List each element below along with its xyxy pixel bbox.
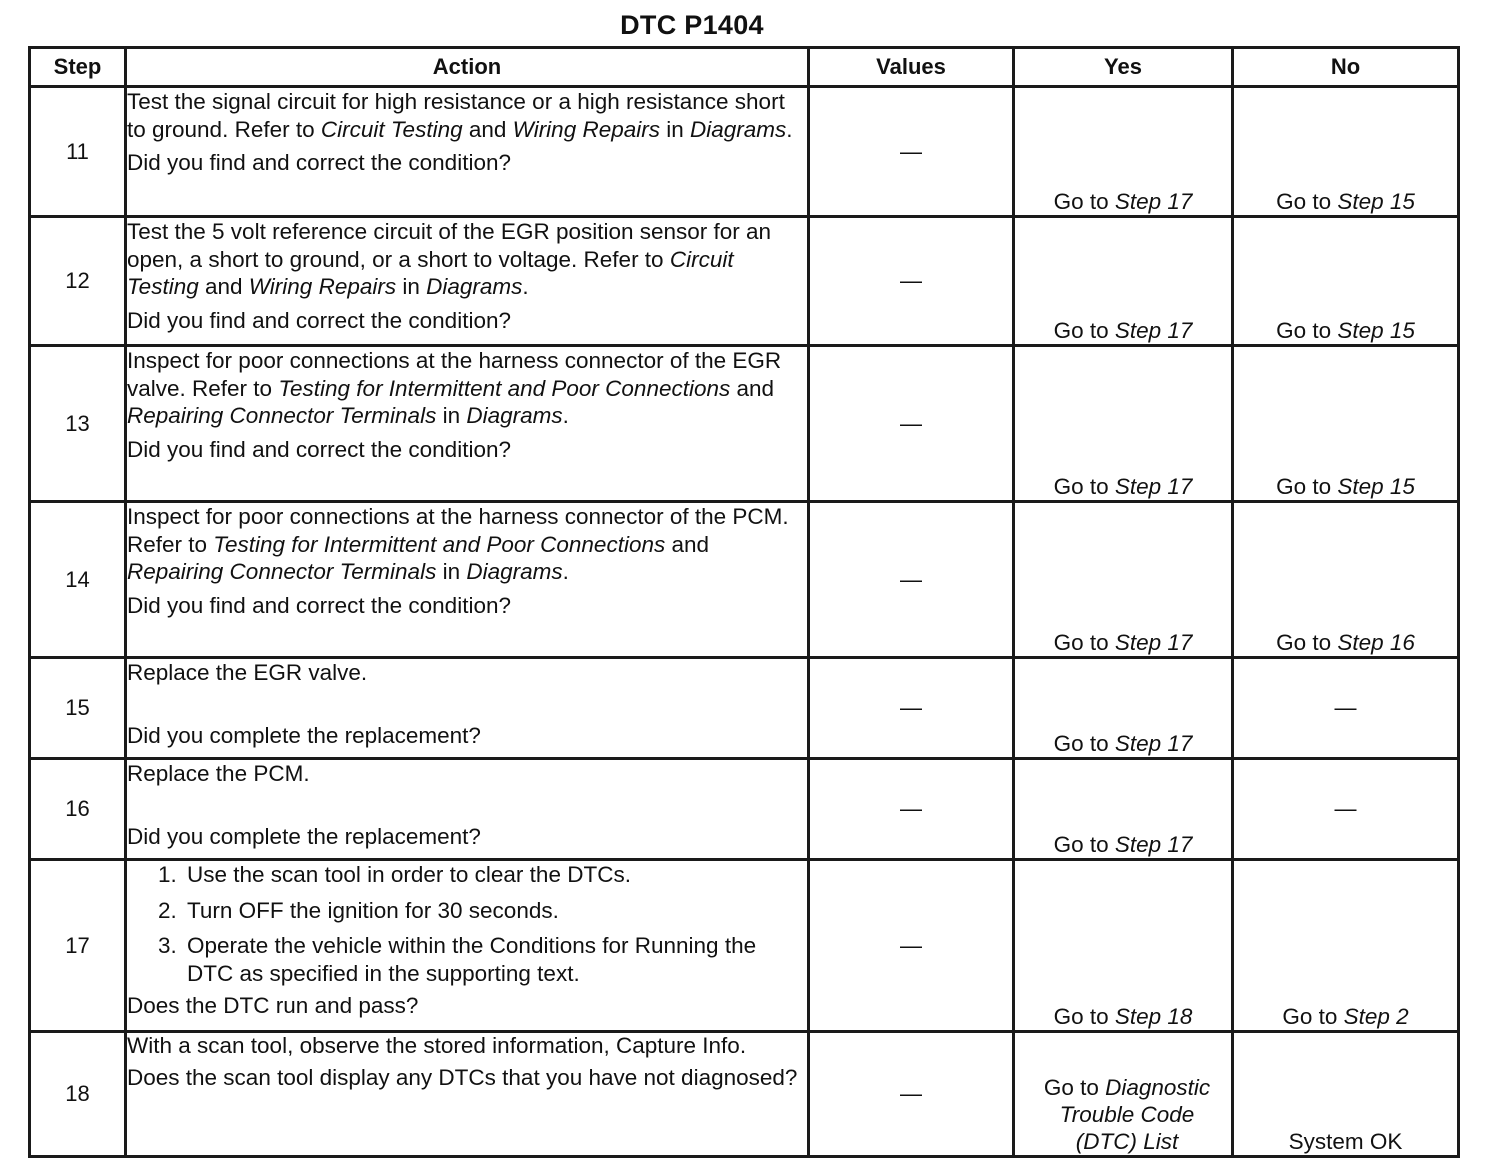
reference-text: Circuit Testing xyxy=(320,116,463,142)
text-run: Inspect for poor connections at the harness connector of the PCM. Refer to xyxy=(127,504,789,557)
yes-cell xyxy=(1014,217,1233,346)
list-item: 2. Turn OFF the ignition for 30 seconds. xyxy=(183,897,807,925)
header-no: No xyxy=(1233,48,1459,87)
reference-text: Diagnostic Trouble Code (DTC) List xyxy=(1059,1075,1211,1154)
text-run: Go to xyxy=(1053,630,1115,655)
reference-text: Testing for Intermittent and Poor Connections xyxy=(213,531,666,557)
text-run: Test the signal circuit for high resistance or a high resistance short to ground. Refer to xyxy=(127,89,785,142)
reference-text: Repairing Connector Terminals xyxy=(127,559,437,584)
reference-text: Step 15 xyxy=(1337,474,1415,499)
text-run: Go to xyxy=(1053,832,1115,857)
action-question: Did you find and correct the condition? xyxy=(127,436,511,462)
table-row xyxy=(30,346,1459,502)
action-text xyxy=(127,347,807,430)
reference-text: Step 17 xyxy=(1114,189,1193,214)
reference-text: Diagrams xyxy=(690,116,787,142)
text-run: and xyxy=(730,375,775,401)
text-run: in xyxy=(660,116,691,142)
text-run: and xyxy=(198,274,249,299)
yes-cell xyxy=(1014,1032,1233,1157)
reference-text: Wiring Repairs xyxy=(248,274,397,299)
action-cell xyxy=(126,658,809,759)
action-question: Did you complete the replacement? xyxy=(127,823,481,849)
text-run: Go to xyxy=(1276,189,1338,214)
table-row xyxy=(30,217,1459,346)
text-run: With a scan tool, observe the stored information, Capture Info. xyxy=(127,1033,747,1058)
yes-cell xyxy=(1014,860,1233,1032)
text-run: Go to xyxy=(1276,474,1338,499)
reference-text: Step 15 xyxy=(1337,189,1415,214)
reference-text: Step 18 xyxy=(1114,1004,1193,1029)
header-values: Values xyxy=(809,48,1014,87)
header-action: Action xyxy=(126,48,809,87)
no-cell xyxy=(1233,87,1459,217)
action-question: Does the DTC run and pass? xyxy=(127,993,419,1018)
no-cell: — xyxy=(1233,759,1459,860)
text-run: in xyxy=(436,403,467,428)
no-cell xyxy=(1233,860,1459,1032)
list-item: 3. Operate the vehicle within the Conditions for Running the DTC as specified in the supporting text. xyxy=(183,932,807,987)
text-run: Go to xyxy=(1276,318,1338,343)
step-number: 14 xyxy=(30,502,126,658)
yes-cell xyxy=(1014,759,1233,860)
step-number: 17 xyxy=(30,860,126,1032)
no-cell xyxy=(1233,346,1459,502)
action-text xyxy=(127,1033,807,1059)
page-title: DTC P1404 xyxy=(620,10,764,40)
table-row xyxy=(30,759,1459,860)
step-number: 18 xyxy=(30,1032,126,1157)
text-run: and xyxy=(462,116,513,142)
text-run: . xyxy=(562,403,569,428)
action-text xyxy=(127,760,807,788)
list-item: 1. Use the scan tool in order to clear the DTCs. xyxy=(183,861,807,889)
reference-text: Wiring Repairs xyxy=(512,116,660,142)
yes-cell xyxy=(1014,658,1233,759)
no-cell xyxy=(1233,217,1459,346)
reference-text: Diagrams xyxy=(426,274,523,299)
yes-cell xyxy=(1014,502,1233,658)
text-run: Go to xyxy=(1043,1075,1106,1100)
action-question: Does the scan tool display any DTCs that you have not diagnosed? xyxy=(127,1065,798,1090)
text-run: in xyxy=(436,559,467,584)
table-row xyxy=(30,87,1459,217)
text-run: . xyxy=(562,559,569,584)
table-row xyxy=(30,658,1459,759)
reference-text: Step 17 xyxy=(1114,318,1193,343)
action-text xyxy=(127,659,807,687)
text-run: System OK xyxy=(1288,1129,1403,1154)
reference-text: Testing for Intermittent and Poor Connections xyxy=(278,375,731,401)
reference-text: Step 16 xyxy=(1337,630,1415,655)
action-cell xyxy=(126,87,809,217)
reference-text: Step 15 xyxy=(1337,318,1415,343)
action-cell xyxy=(126,1032,809,1157)
text-run: Go to xyxy=(1053,474,1115,499)
text-run: Go to xyxy=(1282,1004,1344,1029)
header-step: Step xyxy=(30,48,126,87)
header-row xyxy=(30,48,1459,87)
reference-text: Step 2 xyxy=(1343,1004,1409,1029)
values-cell: — xyxy=(809,502,1014,658)
procedure-list xyxy=(127,861,807,987)
text-run: and xyxy=(665,531,710,557)
step-number: 16 xyxy=(30,759,126,860)
reference-text: Repairing Connector Terminals xyxy=(127,403,437,428)
text-run: Go to xyxy=(1053,731,1115,756)
step-number: 15 xyxy=(30,658,126,759)
text-run: Go to xyxy=(1053,1004,1115,1029)
reference-text: Step 17 xyxy=(1114,630,1193,655)
no-cell: — xyxy=(1233,658,1459,759)
text-run: Go to xyxy=(1053,318,1115,343)
header-yes: Yes xyxy=(1014,48,1233,87)
diagnostic-table xyxy=(28,46,1460,1158)
reference-text: Step 17 xyxy=(1114,474,1193,499)
action-text xyxy=(127,218,807,301)
action-text xyxy=(127,503,807,586)
values-cell: — xyxy=(809,346,1014,502)
action-question: Did you find and correct the condition? xyxy=(127,592,511,618)
values-cell: — xyxy=(809,860,1014,1032)
reference-text: Step 17 xyxy=(1114,731,1193,756)
action-cell xyxy=(126,346,809,502)
table-row xyxy=(30,860,1459,1032)
action-question: Did you find and correct the condition? xyxy=(127,307,511,333)
reference-text: Circuit Testing xyxy=(127,246,734,299)
text-run: Go to xyxy=(1276,630,1338,655)
reference-text: Diagrams xyxy=(466,403,563,428)
text-run: Inspect for poor connections at the harness connector of the EGR valve. Refer to xyxy=(127,348,782,401)
text-run: . xyxy=(522,274,529,299)
step-number: 12 xyxy=(30,217,126,346)
values-cell: — xyxy=(809,87,1014,217)
table-row xyxy=(30,502,1459,658)
yes-cell xyxy=(1014,346,1233,502)
values-cell: — xyxy=(809,759,1014,860)
action-cell xyxy=(126,502,809,658)
action-cell xyxy=(126,759,809,860)
action-cell xyxy=(126,217,809,346)
yes-cell xyxy=(1014,87,1233,217)
no-cell xyxy=(1233,502,1459,658)
action-text xyxy=(127,88,807,143)
values-cell: — xyxy=(809,1032,1014,1157)
text-run: . xyxy=(786,116,793,142)
no-cell xyxy=(1233,1032,1459,1157)
table-row xyxy=(30,1032,1459,1157)
text-run: Replace the PCM. xyxy=(127,761,310,786)
action-question: Did you find and correct the condition? xyxy=(127,150,511,175)
step-number: 11 xyxy=(30,87,126,217)
text-run: in xyxy=(396,274,427,299)
values-cell: — xyxy=(809,217,1014,346)
step-number: 13 xyxy=(30,346,126,502)
action-cell xyxy=(126,860,809,1032)
reference-text: Diagrams xyxy=(466,559,563,584)
values-cell: — xyxy=(809,658,1014,759)
action-question: Did you complete the replacement? xyxy=(127,722,481,748)
text-run: Replace the EGR valve. xyxy=(127,660,368,685)
text-run: Test the 5 volt reference circuit of the EGR position sensor for an open, a short to ground, or a short to voltage. Refer to xyxy=(127,219,772,272)
reference-text: Step 17 xyxy=(1114,832,1193,857)
text-run: Go to xyxy=(1053,189,1115,214)
